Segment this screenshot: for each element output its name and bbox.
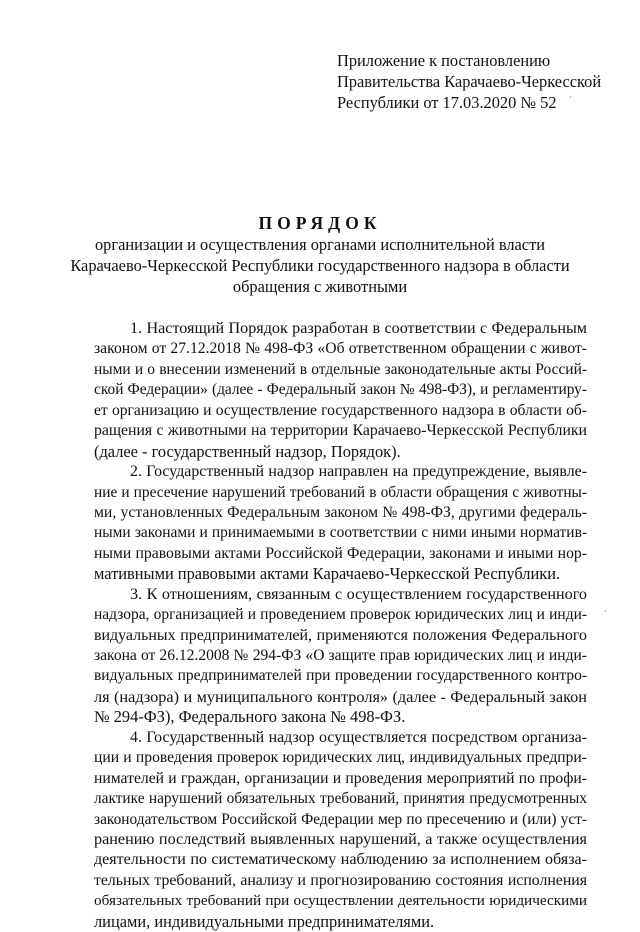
text-line: ет организацию и осуществление государственного надзора в области об-: [94, 401, 587, 419]
appendix-line: Правительства Карачаево-Черкесской: [337, 72, 602, 91]
scan-speck: ·: [569, 92, 572, 102]
subtitle-line: Карачаево-Черкесской Республики государственного надзора в области: [70, 256, 570, 275]
scan-speck: ·: [604, 606, 607, 616]
text-line: ля (надзора) и муниципального контроля» (далее - Федеральный закон: [94, 686, 587, 706]
text-line: законом от 27.12.2018 № 498-ФЗ «Об ответственном обращении с живот-: [94, 340, 587, 358]
text-line: законодательством Российской Федерации мер по пресечению и (или) уст-: [94, 810, 587, 828]
document-body: [94, 319, 587, 932]
text-line: (далее - государственный надзор, Порядок).: [94, 441, 401, 461]
text-line: видуальных предпринимателей, применяются положения Федерального: [94, 626, 587, 644]
text-line: тельных требований, анализу и прогнозированию состояния исполнения: [94, 871, 587, 889]
text-line: ской Федерации» (далее - Федеральный закон № 498-ФЗ), и регламентиру-: [94, 381, 587, 399]
appendix-note: [337, 50, 627, 113]
text-line: ными правовыми актами Российской Федерации, законами и иными нор-: [94, 544, 587, 562]
paragraph-1: [94, 319, 587, 462]
text-line: нимателей и граждан, организации и проведения мероприятий по профи-: [94, 769, 587, 787]
paragraph-3: [94, 585, 587, 728]
text-line: ции и проведения проверок юридических лиц, индивидуальных предпри-: [94, 749, 587, 767]
text-line: 4. Государственный надзор осуществляется посредством организа-: [130, 728, 587, 746]
text-line: надзора, организацией и проведением проверок юридических лиц и инди-: [94, 606, 587, 624]
appendix-line: Приложение к постановлению: [337, 51, 551, 70]
paragraph-4: [94, 728, 587, 932]
paragraph-2: [94, 462, 587, 585]
text-line: 2. Государственный надзор направлен на предупреждение, выявле-: [130, 463, 587, 481]
text-line: ми, установленных Федеральным законом № 498-ФЗ, другими федераль-: [94, 503, 587, 521]
text-line: ными и о внесении изменений в отдельные законодательные акты Россий-: [94, 360, 587, 378]
text-line: ными законами и принимаемыми в соответствии с ними иными норматив-: [94, 524, 587, 542]
text-line: лицами, индивидуальными предпринимателями.: [94, 911, 435, 931]
text-line: 3. К отношениям, связанным с осуществлением государственного: [130, 585, 587, 603]
text-line: обязательных требований при осуществлении деятельности юридическими: [94, 892, 587, 910]
text-line: деятельности по систематическому наблюдению за исполнением обяза-: [94, 851, 587, 869]
text-line: ращения с животными на территории Карачаево-Черкесской Республики: [94, 422, 587, 440]
text-line: видуальных предпринимателей при проведении государственного контро-: [94, 667, 587, 685]
subtitle-line: организации и осуществления органами исполнительной власти: [94, 235, 546, 254]
subtitle-line: обращения с животными: [232, 277, 408, 296]
text-line: лактике нарушений обязательных требований, принятия предусмотренных: [94, 790, 587, 808]
document-subtitle: [70, 234, 570, 297]
text-line: мативными правовыми актами Карачаево-Черкесской Республики.: [94, 564, 561, 584]
text-line: ранению последствий выявленных нарушений, а также осуществления: [94, 830, 587, 848]
text-line: 1. Настоящий Порядок разработан в соответствии с Федеральным: [130, 320, 587, 337]
text-line: ние и пресечение нарушений требований в области обращения с животны-: [94, 483, 587, 501]
text-line: закона от 26.12.2008 № 294-ФЗ «О защите прав юридических лиц и инди-: [94, 647, 587, 664]
document-title: ПОРЯДОК: [258, 213, 382, 233]
document-heading: [70, 212, 570, 297]
text-line: № 294-ФЗ), Федерального закона № 498-ФЗ.: [94, 707, 406, 727]
appendix-line: Республики от 17.03.2020 № 52: [337, 93, 557, 112]
